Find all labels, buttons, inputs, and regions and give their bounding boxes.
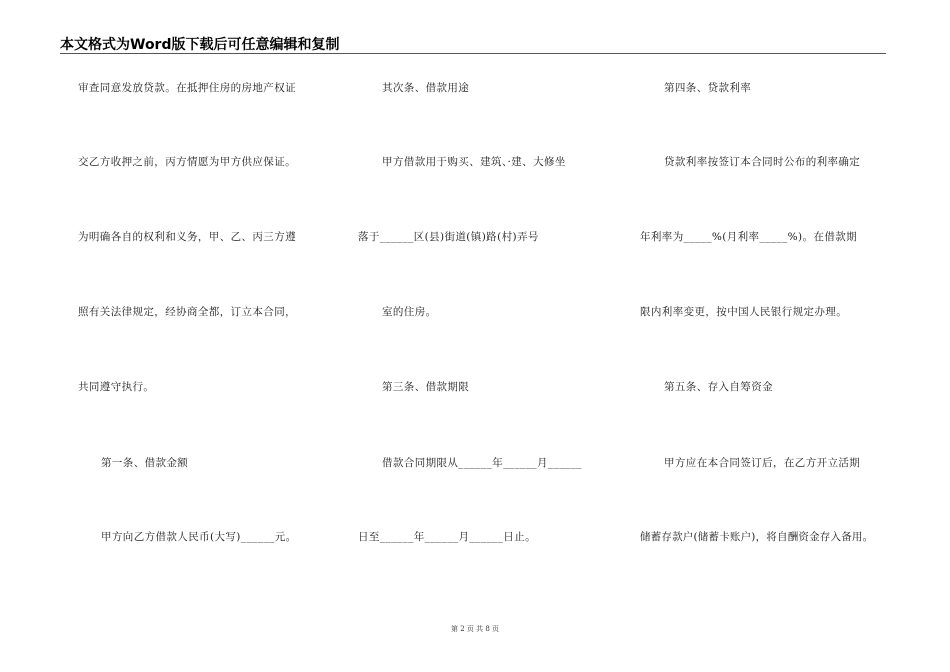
text-line: 借款合同期限从______年______月______ [382,457,582,469]
text-line: 为明确各自的权利和义务，甲、乙、丙三方遵 [78,231,296,243]
text-line: 甲方向乙方借款人民币(大写)______元。 [101,531,297,543]
text-line: 年利率为_____%(月利率_____%)。在借款期 [640,231,858,243]
text-line: 审查同意发放贷款。在抵押住房的房地产权证 [78,82,296,94]
text-line: 日至______年______月______日止。 [358,531,536,543]
header-divider [60,53,886,54]
text-line: 贷款利率按签订本合同时公布的利率确定 [664,156,861,168]
text-line: 甲方应在本合同签订后，在乙方开立活期 [664,457,861,469]
section-heading: 第五条、存入自筹资金 [664,381,773,393]
text-line: 交乙方收押之前，丙方情愿为甲方供应保证。 [78,156,296,168]
text-line: 照有关法律规定，经协商全都，订立本合同， [78,306,296,318]
text-line: 限内利率变更，按中国人民银行规定办理。 [640,306,848,318]
text-line: 储蓄存款户(储蓄卡账户)，将自酬资金存入备用。 [640,531,874,543]
text-line: 甲方借款用于购买、建筑、·建、大修坐 [382,156,566,168]
text-line: 共同遵守执行。 [78,381,155,393]
section-heading: 第四条、贷款利率 [664,82,752,94]
text-line: 落于______区(县)街道(镇)路(村)弄号 [358,231,539,243]
section-heading: 其次条、借款用途 [382,82,470,94]
section-heading: 第一条、借款金额 [101,457,189,469]
section-heading: 第三条、借款期限 [382,381,470,393]
page-number-footer: 第 2 页 共 8 页 [450,625,500,633]
document-header-title: 本文格式为Word版下载后可任意编辑和复制 [60,37,340,53]
text-line: 室的住房。 [382,306,437,318]
